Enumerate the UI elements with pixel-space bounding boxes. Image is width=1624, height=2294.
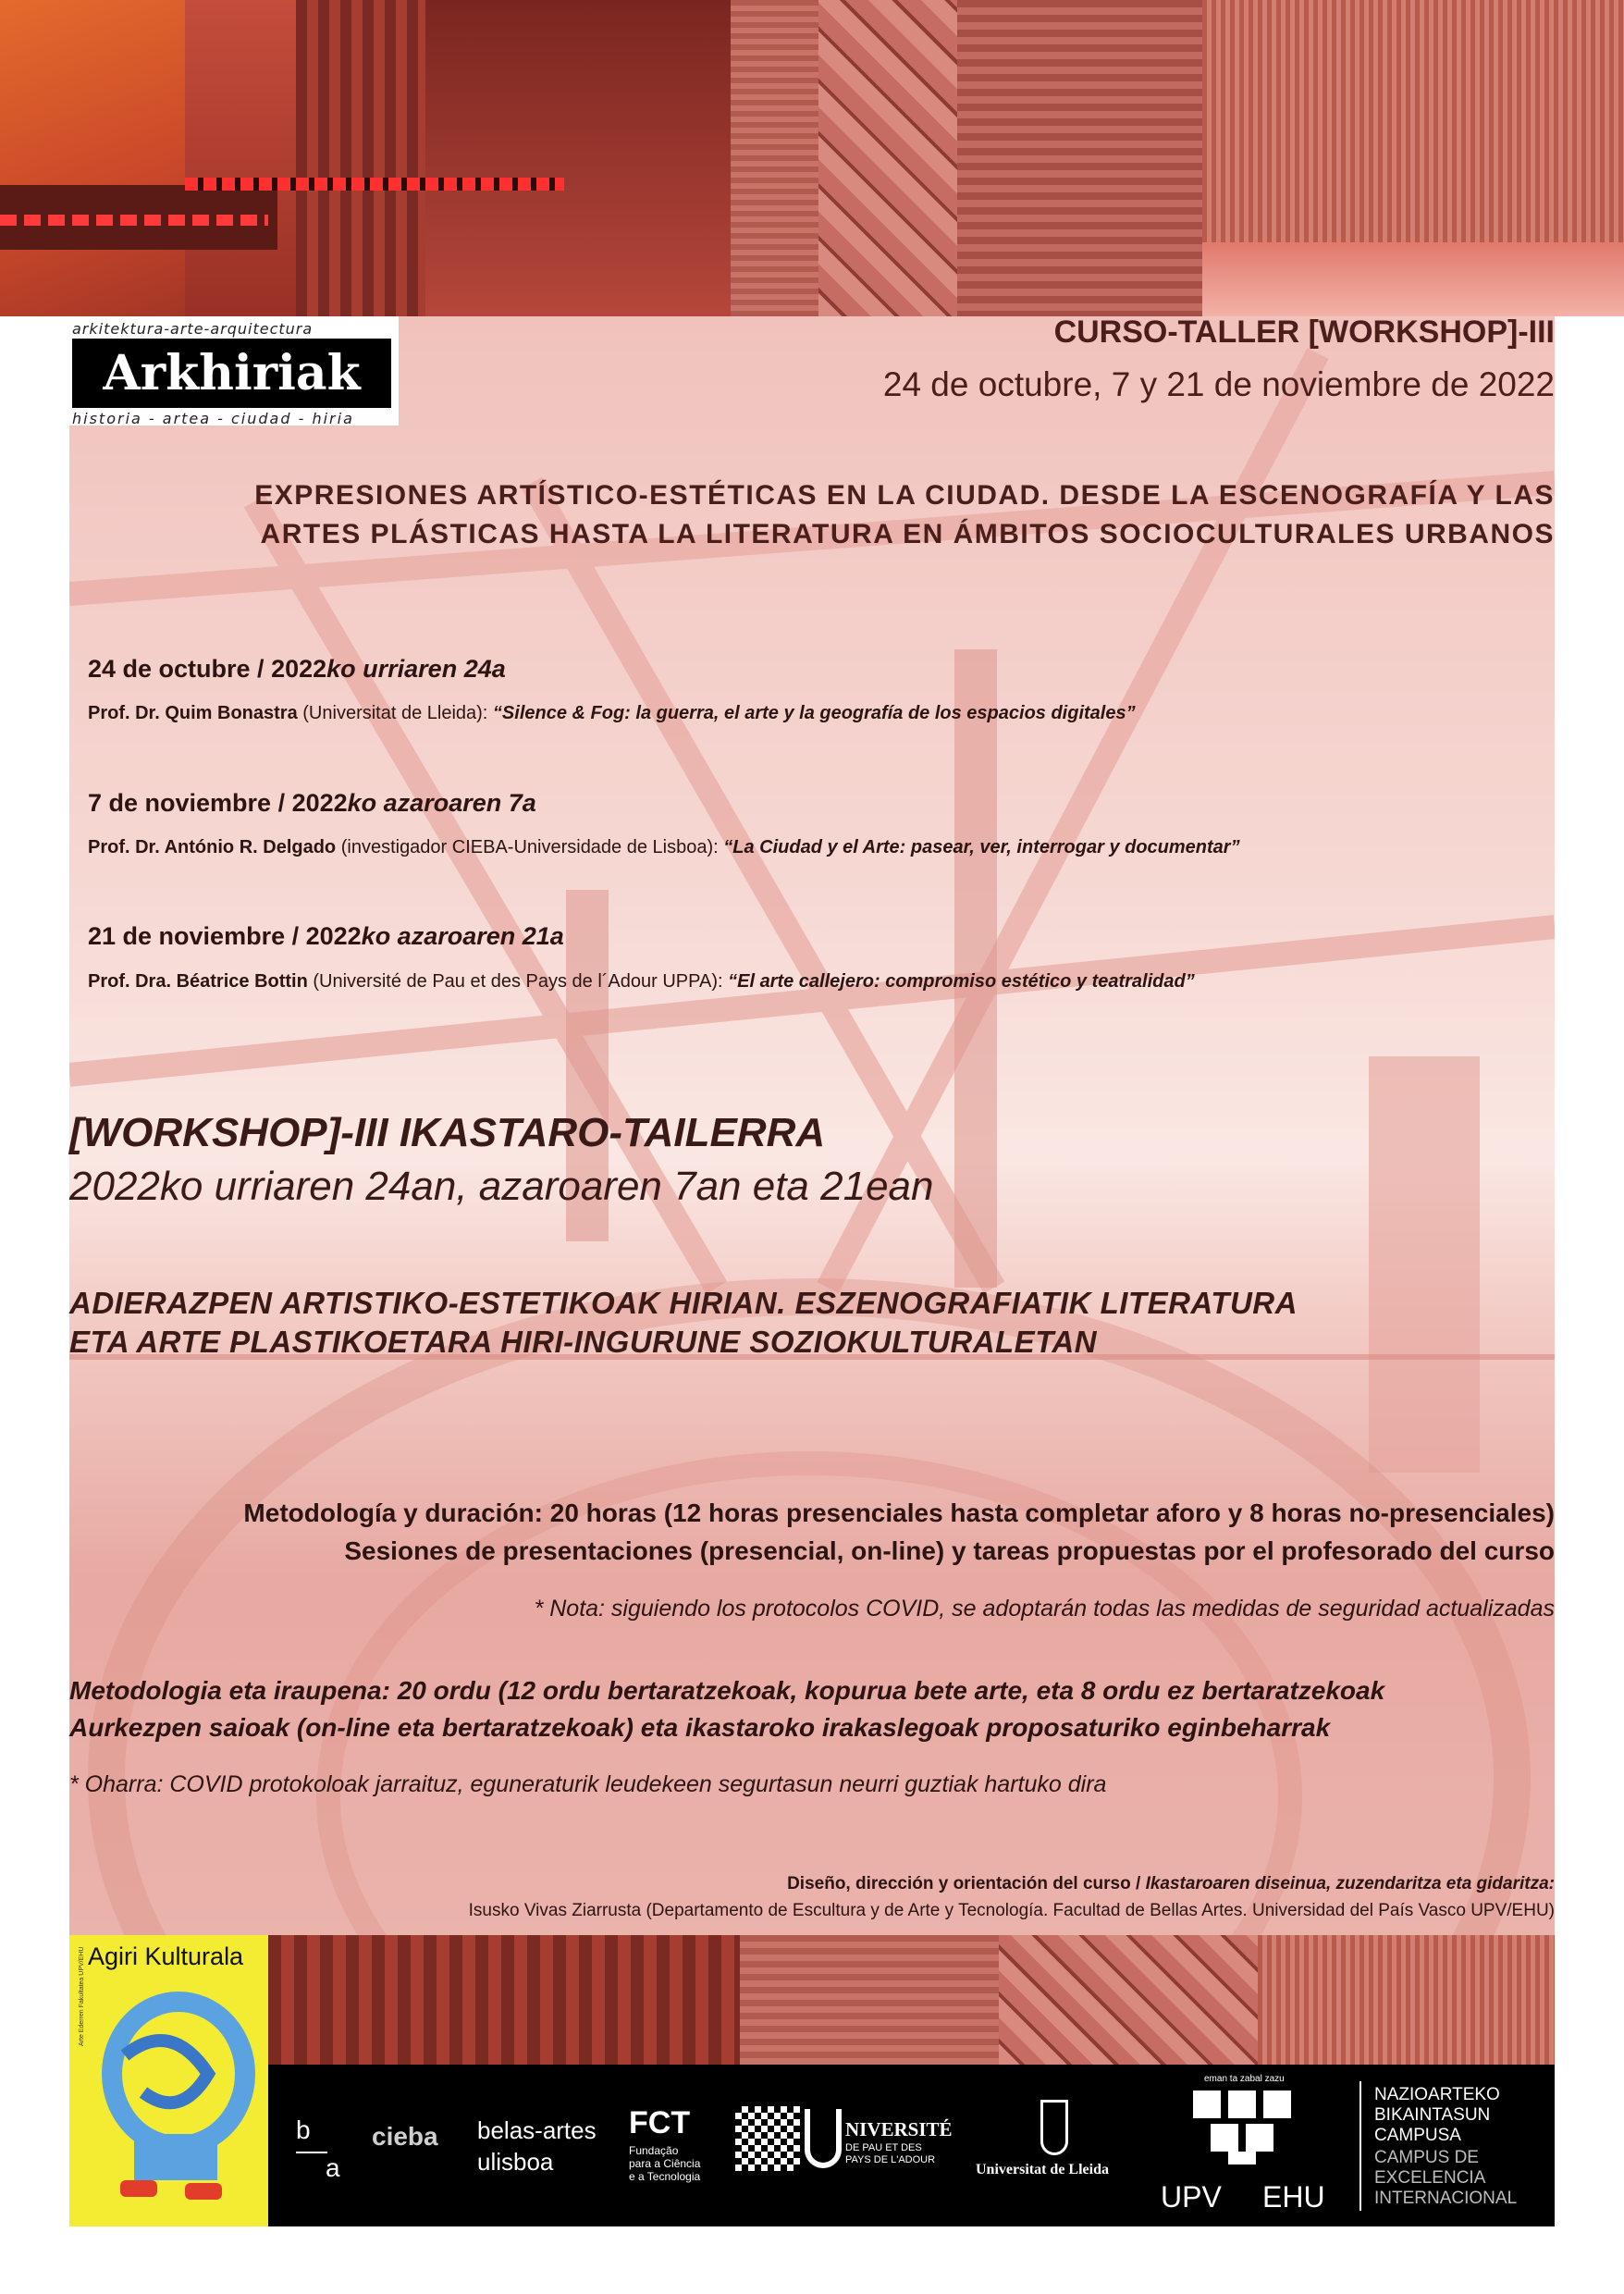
ba-logo-top: b bbox=[296, 2115, 311, 2144]
session-3-talk: “El arte callejero: compromiso estético y teatralidad” bbox=[728, 971, 1195, 992]
session-3-details: Prof. Dra. Béatrice Bottin (Université de Pau et des Pays de l´Adour UPPA): “El arte callejero: compromiso estético y teatralidad” bbox=[88, 971, 1195, 992]
main-title bbox=[149, 476, 1555, 554]
agiri-vertical-text: Arte Ederren Fakultatea UPV/EHU bbox=[79, 1946, 85, 2046]
session-1-talk: “Silence & Fog: la guerra, el arte y la geografía de los espacios digitales” bbox=[492, 703, 1136, 723]
credits: Diseño, dirección y orientación del curso / Ikastaroaren diseinua, zuzendaritza eta gidaritza: Isusko Vivas Ziarrusta (Departamento de Escultura y de Arte y Tecnología. Facultad de Bellas Artes. Universidad del País Vasco UPV/EHU) bbox=[75, 1870, 1555, 1924]
campus-line6: INTERNACIONAL bbox=[1374, 2189, 1518, 2208]
course-title: CURSO-TALLER [WORKSHOP]-III bbox=[1053, 314, 1555, 350]
agiri-figure-illustration bbox=[69, 1935, 268, 2226]
campus-line1: NAZIOARTEKO bbox=[1374, 2085, 1500, 2104]
ehu-motto: eman ta zabal zazu bbox=[1204, 2074, 1285, 2084]
sponsor-bar bbox=[268, 2065, 1555, 2226]
session-2-details: Prof. Dr. António R. Delgado (investigador CIEBA-Universidade de Lisboa): “La Ciudad y el Arte: pasear, ver, interrogar y documentar” bbox=[88, 837, 1240, 857]
ba-logo-bottom: a bbox=[326, 2153, 340, 2182]
methodology-eu: Metodologia eta iraupena: 20 ordu (12 ordu bertaratzekoak, kopurua bete arte, eta 8 ordu ez bertaratzekoak Aurkezpen saioak (on-line eta bertaratzekoak) eta ikastaroko irakaslegoak proposaturiko eginbeharrak bbox=[69, 1676, 1385, 1742]
fct-logo: FCT bbox=[629, 2105, 691, 2140]
uppa-u-icon bbox=[805, 2109, 842, 2168]
session-3-date: 21 de noviembre / 2022ko azaroaren 21a bbox=[88, 922, 564, 950]
session-2-talk: “La Ciudad y el Arte: pasear, ver, interrogar y documentar” bbox=[723, 837, 1240, 857]
upv-ehu-tree-icon bbox=[1193, 2090, 1295, 2164]
agiri-kulturala-card bbox=[69, 1935, 268, 2226]
workshop-eu-dates: 2022ko urriaren 24an, azaroaren 7an eta 21ean bbox=[69, 1164, 934, 1209]
methodology-es: Metodología y duración: 20 horas (12 horas presenciales hasta completar aforo y 8 horas no-presenciales) Sesiones de presentaciones (presencial, on-line) y tareas propuestas por el profesorado del curso bbox=[243, 1498, 1555, 1565]
campus-line2: BIKAINTASUN bbox=[1374, 2105, 1491, 2125]
workshop-eu-subtitle: ADIERAZPEN ARTISTIKO-ESTETIKOAK HIRIAN. ESZENOGRAFIATIK LITERATURA ETA ARTE PLASTIKOETARA HIRI-INGURUNE SOZIOKULTURALETAN bbox=[69, 1286, 1298, 1359]
session-3-speaker: Prof. Dra. Béatrice Bottin bbox=[88, 971, 308, 992]
campus-line5: EXCELENCIA bbox=[1374, 2168, 1486, 2188]
session-1-details: Prof. Dr. Quim Bonastra (Universitat de Lleida): “Silence & Fog: la guerra, el arte y la geografía de los espacios digitales” bbox=[88, 703, 1136, 723]
campus-divider bbox=[1359, 2081, 1361, 2211]
logo-top-text: arkitektura-arte-arquitectura bbox=[72, 320, 314, 338]
ba-logo-divider bbox=[296, 2152, 327, 2153]
agiri-kulturala-title: Agiri Kulturala bbox=[88, 1942, 244, 1970]
logo-arkhiriak: Arkhiriak bbox=[72, 339, 391, 408]
cieba-logo: cieba bbox=[372, 2122, 438, 2151]
uppa-sub1: DE PAU ET DES bbox=[845, 2142, 922, 2153]
belas-artes-line2: ulisboa bbox=[477, 2148, 554, 2176]
fct-sub3: e a Tecnologia bbox=[629, 2170, 701, 2183]
course-dates: 24 de octubre, 7 y 21 de noviembre de 2022 bbox=[882, 365, 1555, 403]
covid-note-es: * Nota: siguiendo los protocolos COVID, se adoptarán todas las medidas de seguridad actualizadas bbox=[534, 1596, 1555, 1622]
session-2-speaker: Prof. Dr. António R. Delgado bbox=[88, 837, 337, 857]
fct-sub1: Fundação bbox=[629, 2144, 679, 2157]
logo-bottom-text: historia - artea - ciudad - hiria bbox=[72, 410, 354, 427]
main-title-line1: EXPRESIONES ARTÍSTICO-ESTÉTICAS EN LA CIUDAD. DESDE LA ESCENOGRAFÍA Y LAS bbox=[254, 480, 1555, 511]
fct-sub2: para a Ciência bbox=[629, 2157, 701, 2170]
campus-line4: CAMPUS DE bbox=[1374, 2148, 1479, 2167]
credits-person: Isusko Vivas Ziarrusta (Departamento de Escultura y de Arte y Tecnología. Facultad de Bellas Artes. Universidad del País Vasco UPV/EHU) bbox=[468, 1901, 1555, 1920]
bottom-photo-strip bbox=[268, 1935, 1555, 2065]
main-title-line2: ARTES PLÁSTICAS HASTA LA LITERATURA EN ÁMBITOS SOCIOCULTURALES URBANOS bbox=[260, 519, 1555, 549]
campus-line3: CAMPUSA bbox=[1374, 2126, 1461, 2145]
uppa-sub2: PAYS DE L'ADOUR bbox=[845, 2154, 936, 2165]
session-1-date: 24 de octubre / 2022ko urriaren 24a bbox=[88, 655, 506, 683]
uppa-pixel-icon bbox=[735, 2106, 800, 2171]
lleida-crest-icon bbox=[1040, 2100, 1068, 2155]
uppa-logo-text: NIVERSITÉ bbox=[845, 2118, 953, 2140]
workshop-eu-title: [WORKSHOP]-III IKASTARO-TAILERRA bbox=[69, 1110, 826, 1155]
top-photo-banner bbox=[0, 0, 1624, 316]
ehu-label: EHU bbox=[1262, 2180, 1325, 2214]
upv-label: UPV bbox=[1161, 2180, 1222, 2214]
session-2-date: 7 de noviembre / 2022ko azaroaren 7a bbox=[88, 789, 536, 817]
lleida-logo-text: Universitat de Lleida bbox=[976, 2162, 1109, 2177]
covid-note-eu: * Oharra: COVID protokoloak jarraituz, eguneraturik leudekeen segurtasun neurri guztiak hartuko dira bbox=[69, 1771, 1107, 1797]
belas-artes-line1: belas-artes bbox=[477, 2116, 597, 2144]
session-1-speaker: Prof. Dr. Quim Bonastra bbox=[88, 703, 298, 723]
